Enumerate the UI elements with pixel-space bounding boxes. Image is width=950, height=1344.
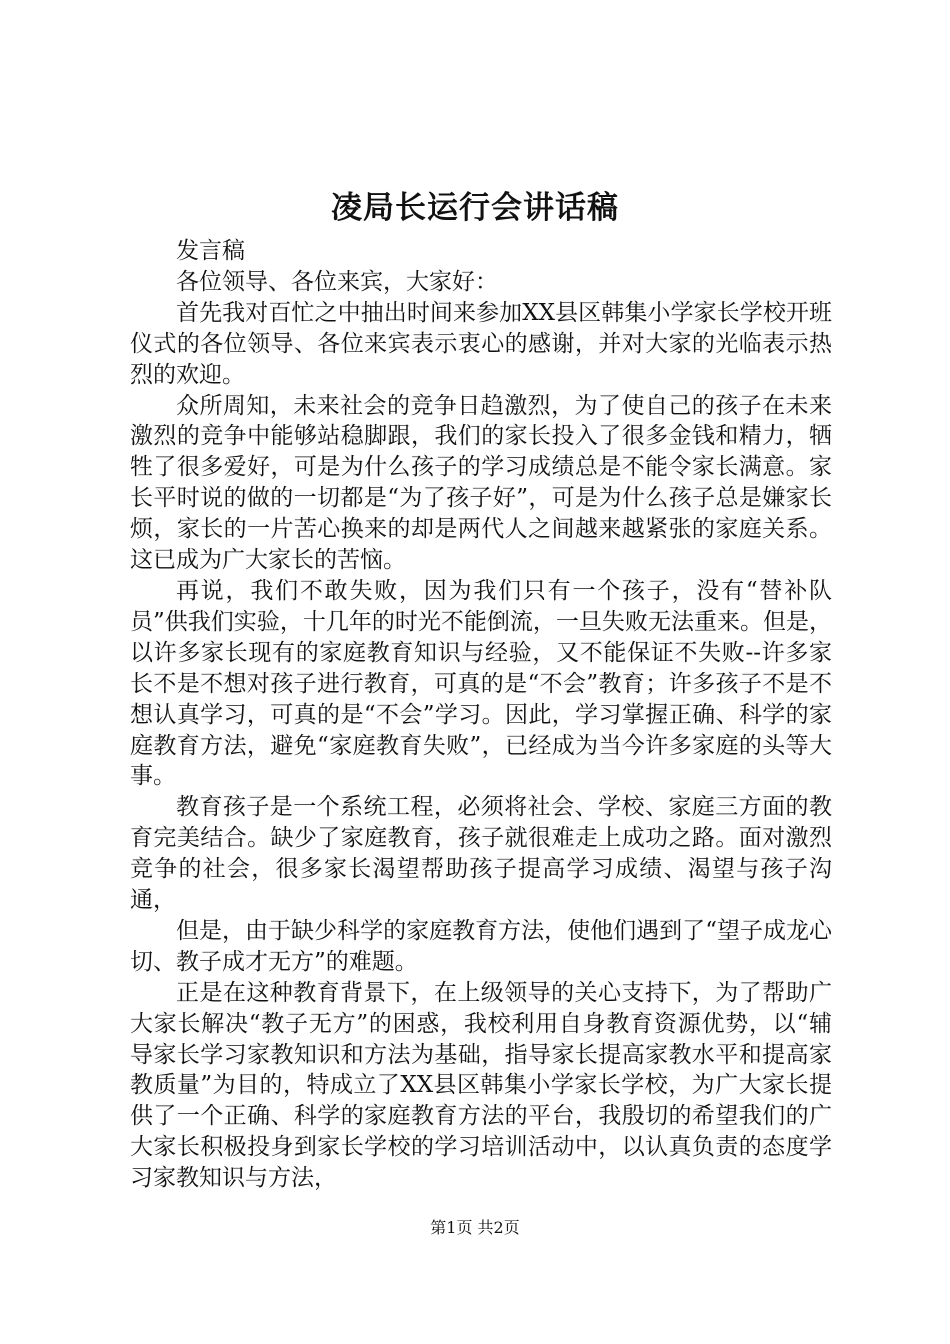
paragraph-competition: 众所周知，未来社会的竞争日趋激烈，为了使自己的孩子在未来激烈的竞争中能够站稳脚跟，我们的家长投入了很多金钱和精力，牺牲了很多爱好，可是为什么孩子的学习成绩总是不能令家长满意。家长平时说的做的一切都是“为了孩子好”，可是为什么孩子总是嫌家长烦，家长的一片苦心换来的却是两代人之间越来越紧张的家庭关系。这已成为广大家长的苦恼。 [130,392,832,574]
paragraph-system-project: 教育孩子是一个系统工程，必须将社会、学校、家庭三方面的教育完美结合。缺少了家庭教育，孩子就很难走上成功之路。面对激烈竞争的社会，很多家长渴望帮助孩子提高学习成绩、渴望与孩子沟通， [130,794,832,914]
paragraph-parent-school: 正是在这种教育背景下，在上级领导的关心支持下，为了帮助广大家长解决“教子无方”的困惑，我校利用自身教育资源优势，以“辅导家长学习家教知识和方法为基础，指导家长提高家教水平和提高家教质量”为目的，特成立了XX县区韩集小学家长学校，为广大家长提供了一个正确、科学的家庭教育方法的平台，我殷切的希望我们的广大家长积极投身到家长学校的学习培训活动中，以认真负责的态度学习家教知识与方法， [130,979,832,1192]
page-number-footer: 第1页 共2页 [430,1218,520,1237]
paragraph-thanks: 首先我对百忙之中抽出时间来参加XX县区韩集小学家长学校开班仪式的各位领导、各位来宾表示衷心的感谢，并对大家的光临表示热烈的欢迎。 [130,299,832,388]
paragraph-greeting: 各位领导、各位来宾，大家好： [176,268,498,295]
document-body [130,236,832,1194]
paragraph-difficulty: 但是，由于缺少科学的家庭教育方法，使他们遇到了“望子成龙心切、教子成才无方”的难题。 [130,917,832,975]
document-title: 凌局长运行会讲话稿 [331,190,619,226]
paragraph-speech-label: 发言稿 [176,238,245,264]
paragraph-cannot-fail: 再说，我们不敢失败，因为我们只有一个孩子，没有“替补队员”供我们实验，十几年的时光不能倒流，一旦失败无法重来。但是，以许多家长现有的家庭教育知识与经验，又不能保证不失败--许多家长不是不想对孩子进行教育，可真的是“不会”教育；许多孩子不是不想认真学习，可真的是“不会”学习。因此，学习掌握正确、科学的家庭教育方法，避免“家庭教育失败”，已经成为当今许多家庭的头等大事。 [130,577,832,790]
